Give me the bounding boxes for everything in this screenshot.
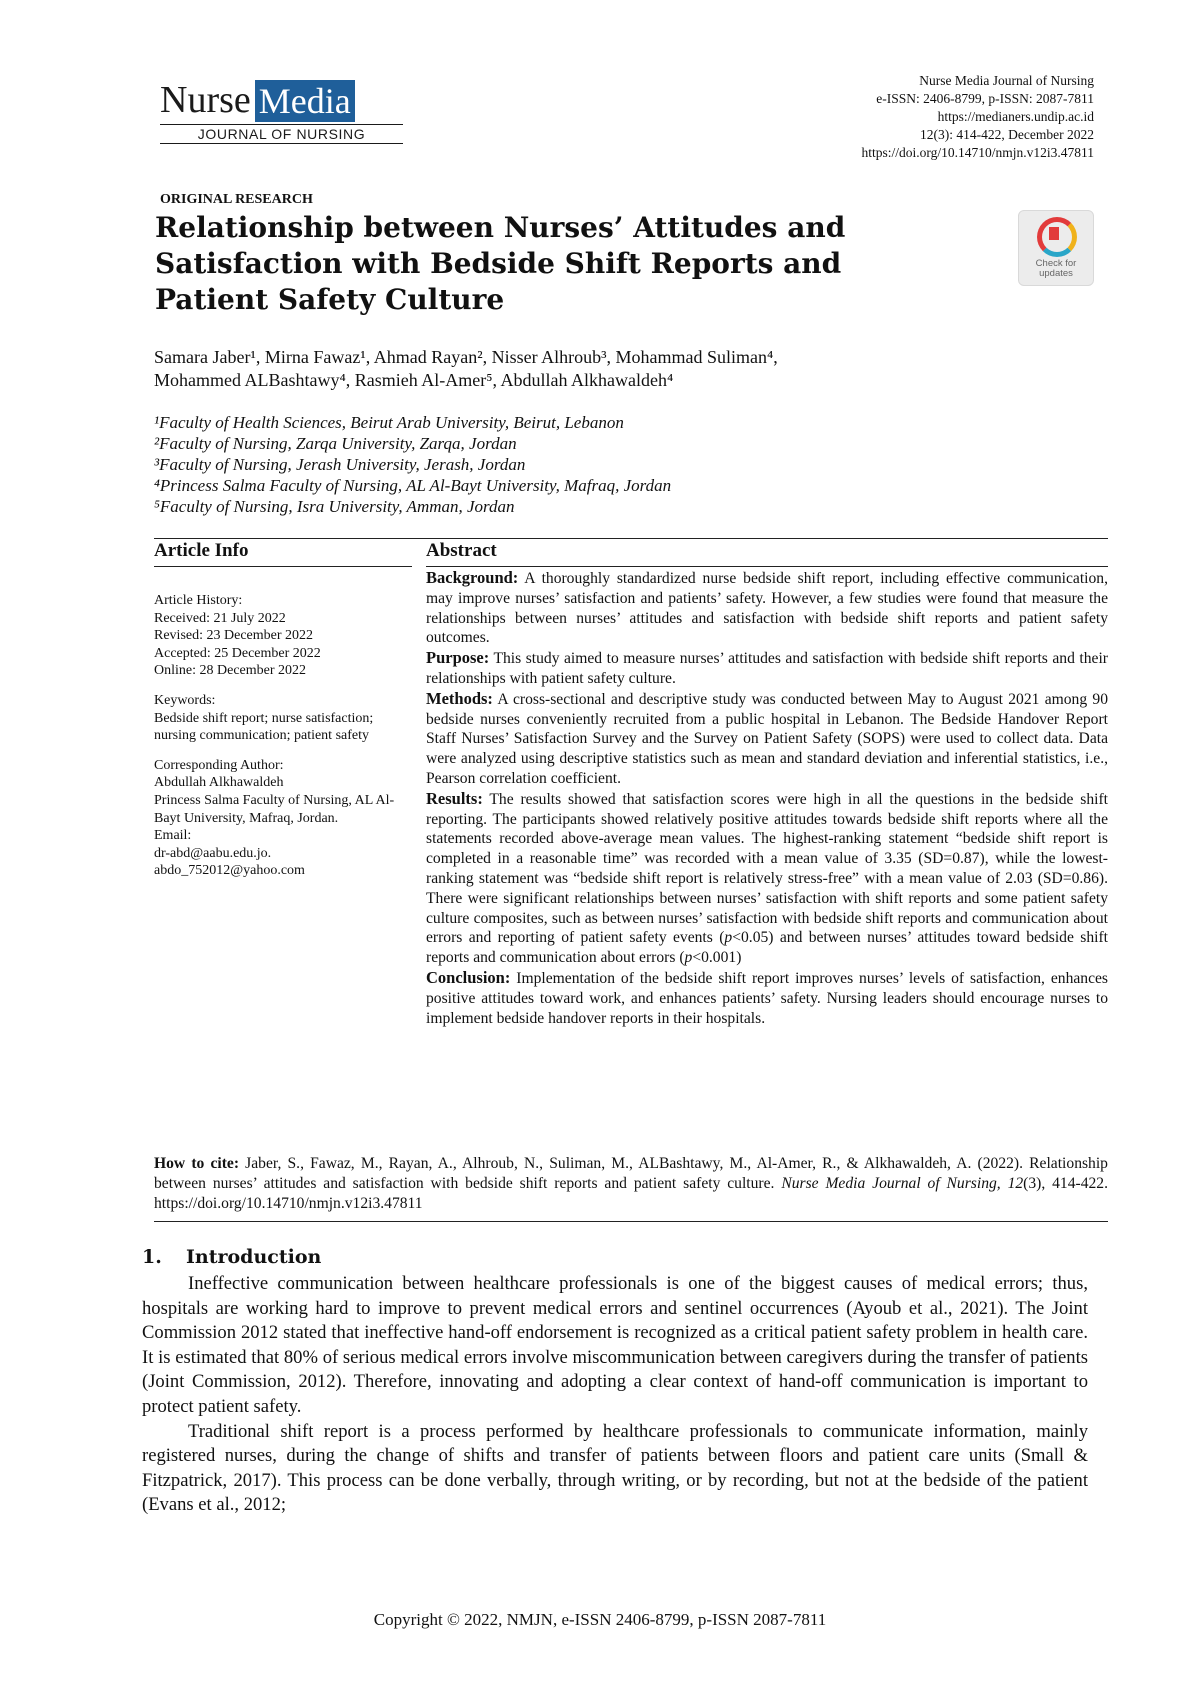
journal-url[interactable]: https://medianers.undip.ac.id	[937, 109, 1094, 124]
abstract-conclusion: Conclusion: Implementation of the bedside shift report improves nurses’ levels of satisfaction, enhances positive attitudes toward work, and enhances patients’ safety. Nursing leaders should encourage nurses to implement bedside handover reports in their hospitals.	[426, 967, 1108, 1027]
affiliation-5: ⁵Faculty of Nursing, Isra University, Amman, Jordan	[154, 497, 515, 516]
online-date: Online: 28 December 2022	[154, 663, 307, 679]
copyright-footer: Copyright © 2022, NMJN, e-ISSN 2406-8799, p-ISSN 2087-7811	[373, 1610, 827, 1629]
results-label: Results:	[426, 788, 483, 808]
abstract-body	[426, 568, 1108, 1028]
bookmark-icon	[1049, 227, 1059, 240]
authors-line-2: Mohammed ALBashtawy⁴, Rasmieh Al-Amer⁵, Abdullah Alkhawaldeh⁴	[154, 370, 674, 390]
abstract-purpose: Purpose: This study aimed to measure nurses’ attitudes and satisfaction with bedside shift reports and their relationships with patient safety culture.	[426, 648, 1108, 687]
bottom-divider	[154, 1221, 1108, 1222]
article-info-heading: Article Info	[154, 540, 249, 561]
abstract-heading: Abstract	[426, 540, 497, 561]
paragraph-1: Ineffective communication between healthcare professionals is one of the biggest causes of medical errors; thus, hospitals are working hard to improve to prevent medical errors and sentinel occurrences (Ayoub et al., 2021). The Joint Commission 2012 stated that ineffective hand-off endorsement is recognized as a critical patient safety problem in health care. It is estimated that 80% of serious medical errors involve miscommunication between caregivers during the transfer of patients (Joint Commission, 2012). Therefore, innovating and adopting a clear context of hand-off communication is important to protect patient safety.	[142, 1273, 1088, 1417]
affiliation-2: ²Faculty of Nursing, Zarqa University, Zarqa, Jordan	[154, 434, 517, 453]
affiliation-1: ¹Faculty of Health Sciences, Beirut Arab University, Beirut, Lebanon	[154, 413, 624, 432]
abstract-results: Results: The results showed that satisfaction scores were high in all the questions in the bedside shift reporting. The participants showed relatively positive attitudes towards bedside shift reports where all the statements recorded above-average mean values. The highest-ranking statement “bedside shift report is completed in a reasonable time” was recorded with a mean value of 3.35 (SD=0.87), while the lowest-ranking statement was “bedside shift report is relatively stress-free” with a mean value of 2.03 (SD=0.86). There were significant relationships between nurses’ satisfaction with shift reports and some patient safety culture composites, such as between nurses’ satisfaction with bedside shift reports and communication about errors and reporting of patient safety events (p<0.05) and between nurses’ attitudes toward bedside shift reports and communication about errors (p<0.001)	[426, 788, 1108, 967]
paragraph-2: Traditional shift report is a process performed by healthcare professionals to communicate information, mainly registered nurses, during the change of shifts and transfer of patients between floors and patient care units (Small & Fitzpatrick, 2017). This process can be done verbally, through writing, or by recording, but not at the bedside of the patient (Evans et al., 2012;	[142, 1420, 1088, 1516]
volume-issue: 12(3): 414-422, December 2022	[920, 127, 1094, 142]
abstract-background: Background: A thoroughly standardized nurse bedside shift report, including effective communication, may improve nurses’ satisfaction and patients’ safety. However, a few studies were found that measure the relationships between nurses’ attitudes and satisfaction with bedside shift reports and patient safety outcomes.	[426, 568, 1108, 647]
abstract-methods: Methods: A cross-sectional and descriptive study was conducted between May to August 2021 among 90 bedside nurses conveniently recruited from a public hospital in Lebanon. The Bedside Handover Report Staff Nurses’ Satisfaction Survey and the Survey on Patient Safety (SOPS) were used to collect data. Data were analyzed using descriptive statistics such as mean and standard deviation and inferential statistics, i.e., Pearson correlation coefficient.	[426, 688, 1108, 787]
logo-nurse-text: Nurse	[160, 79, 251, 121]
issn: e-ISSN: 2406-8799, p-ISSN: 2087-7811	[876, 91, 1094, 106]
introduction-body	[142, 1272, 1088, 1518]
section-heading	[142, 1246, 321, 1268]
conclusion-label: Conclusion:	[426, 967, 511, 987]
revised-date: Revised: 23 December 2022	[154, 628, 314, 644]
section-number: 1.	[142, 1246, 162, 1268]
purpose-label: Purpose:	[426, 648, 490, 668]
affiliation-3: ³Faculty of Nursing, Jerash University, Jerash, Jordan	[154, 455, 526, 474]
how-to-cite	[154, 1154, 1108, 1214]
author-list	[154, 346, 954, 392]
corresponding-label: Corresponding Author:	[154, 757, 284, 773]
section-title: Introduction	[186, 1246, 322, 1268]
logo-media-text: Media	[255, 80, 355, 122]
journal-name: Nurse Media Journal of Nursing	[919, 73, 1094, 88]
background-label: Background:	[426, 568, 519, 587]
info-heading-rule	[154, 566, 412, 567]
email-label: Email:	[154, 828, 192, 844]
history-label: Article History:	[154, 593, 243, 608]
affiliation-4: ⁴Princess Salma Faculty of Nursing, AL Al-Bayt University, Mafraq, Jordan	[154, 476, 672, 495]
article-title: Relationship between Nurses’ Attitudes and Satisfaction with Bedside Shift Reports and Patient Safety Culture	[155, 211, 846, 316]
citation-tail[interactable]: (3), 414-422. https://doi.org/10.14710/nmjn.v12i3.47811	[154, 1175, 1108, 1212]
abstract-heading-rule	[426, 566, 1108, 567]
keywords-label: Keywords:	[154, 692, 216, 708]
keywords: Bedside shift report; nurse satisfaction; nursing communication; patient safety	[154, 710, 374, 744]
methods-label: Methods:	[426, 688, 493, 708]
badge-line-2: updates	[1039, 268, 1073, 279]
how-to-cite-label: How to cite:	[154, 1155, 240, 1172]
accepted-date: Accepted: 25 December 2022	[154, 645, 321, 661]
email-1[interactable]: dr-abd@aabu.edu.jo.	[154, 845, 272, 861]
journal-logo	[160, 78, 405, 152]
corresponding-affiliation: Princess Salma Faculty of Nursing, AL Al-Bayt University, Mafraq, Jordan.	[154, 792, 395, 826]
citation-journal: Nurse Media Journal of Nursing, 12	[781, 1175, 1024, 1192]
received-date: Received: 21 July 2022	[154, 610, 286, 626]
top-divider	[154, 538, 1108, 539]
journal-meta	[861, 72, 1094, 162]
email-2[interactable]: abdo_752012@yahoo.com	[154, 863, 305, 879]
authors-line-1: Samara Jaber¹, Mirna Fawaz¹, Ahmad Rayan², Nisser Alhroub³, Mohammad Suliman⁴,	[154, 347, 778, 367]
doi-link[interactable]: https://doi.org/10.14710/nmjn.v12i3.47811	[861, 145, 1094, 160]
check-for-updates-badge[interactable]	[1018, 210, 1094, 286]
corresponding-name: Abdullah Alkhawaldeh	[154, 775, 284, 791]
article-type: ORIGINAL RESEARCH	[160, 192, 313, 207]
logo-subtitle: JOURNAL OF NURSING	[160, 124, 403, 144]
article-info	[154, 592, 416, 880]
citation-text: Jaber, S., Fawaz, M., Rayan, A., Alhroub, N., Suliman, M., ALBashtawy, M., Al-Amer, R., & Alkhawaldeh, A. (2022). Relationship between nurses’ attitudes and satisfaction with bedside shift reports and patient safety culture.	[154, 1155, 1108, 1192]
affiliations	[154, 412, 671, 517]
badge-line-1: Check for	[1035, 258, 1077, 269]
